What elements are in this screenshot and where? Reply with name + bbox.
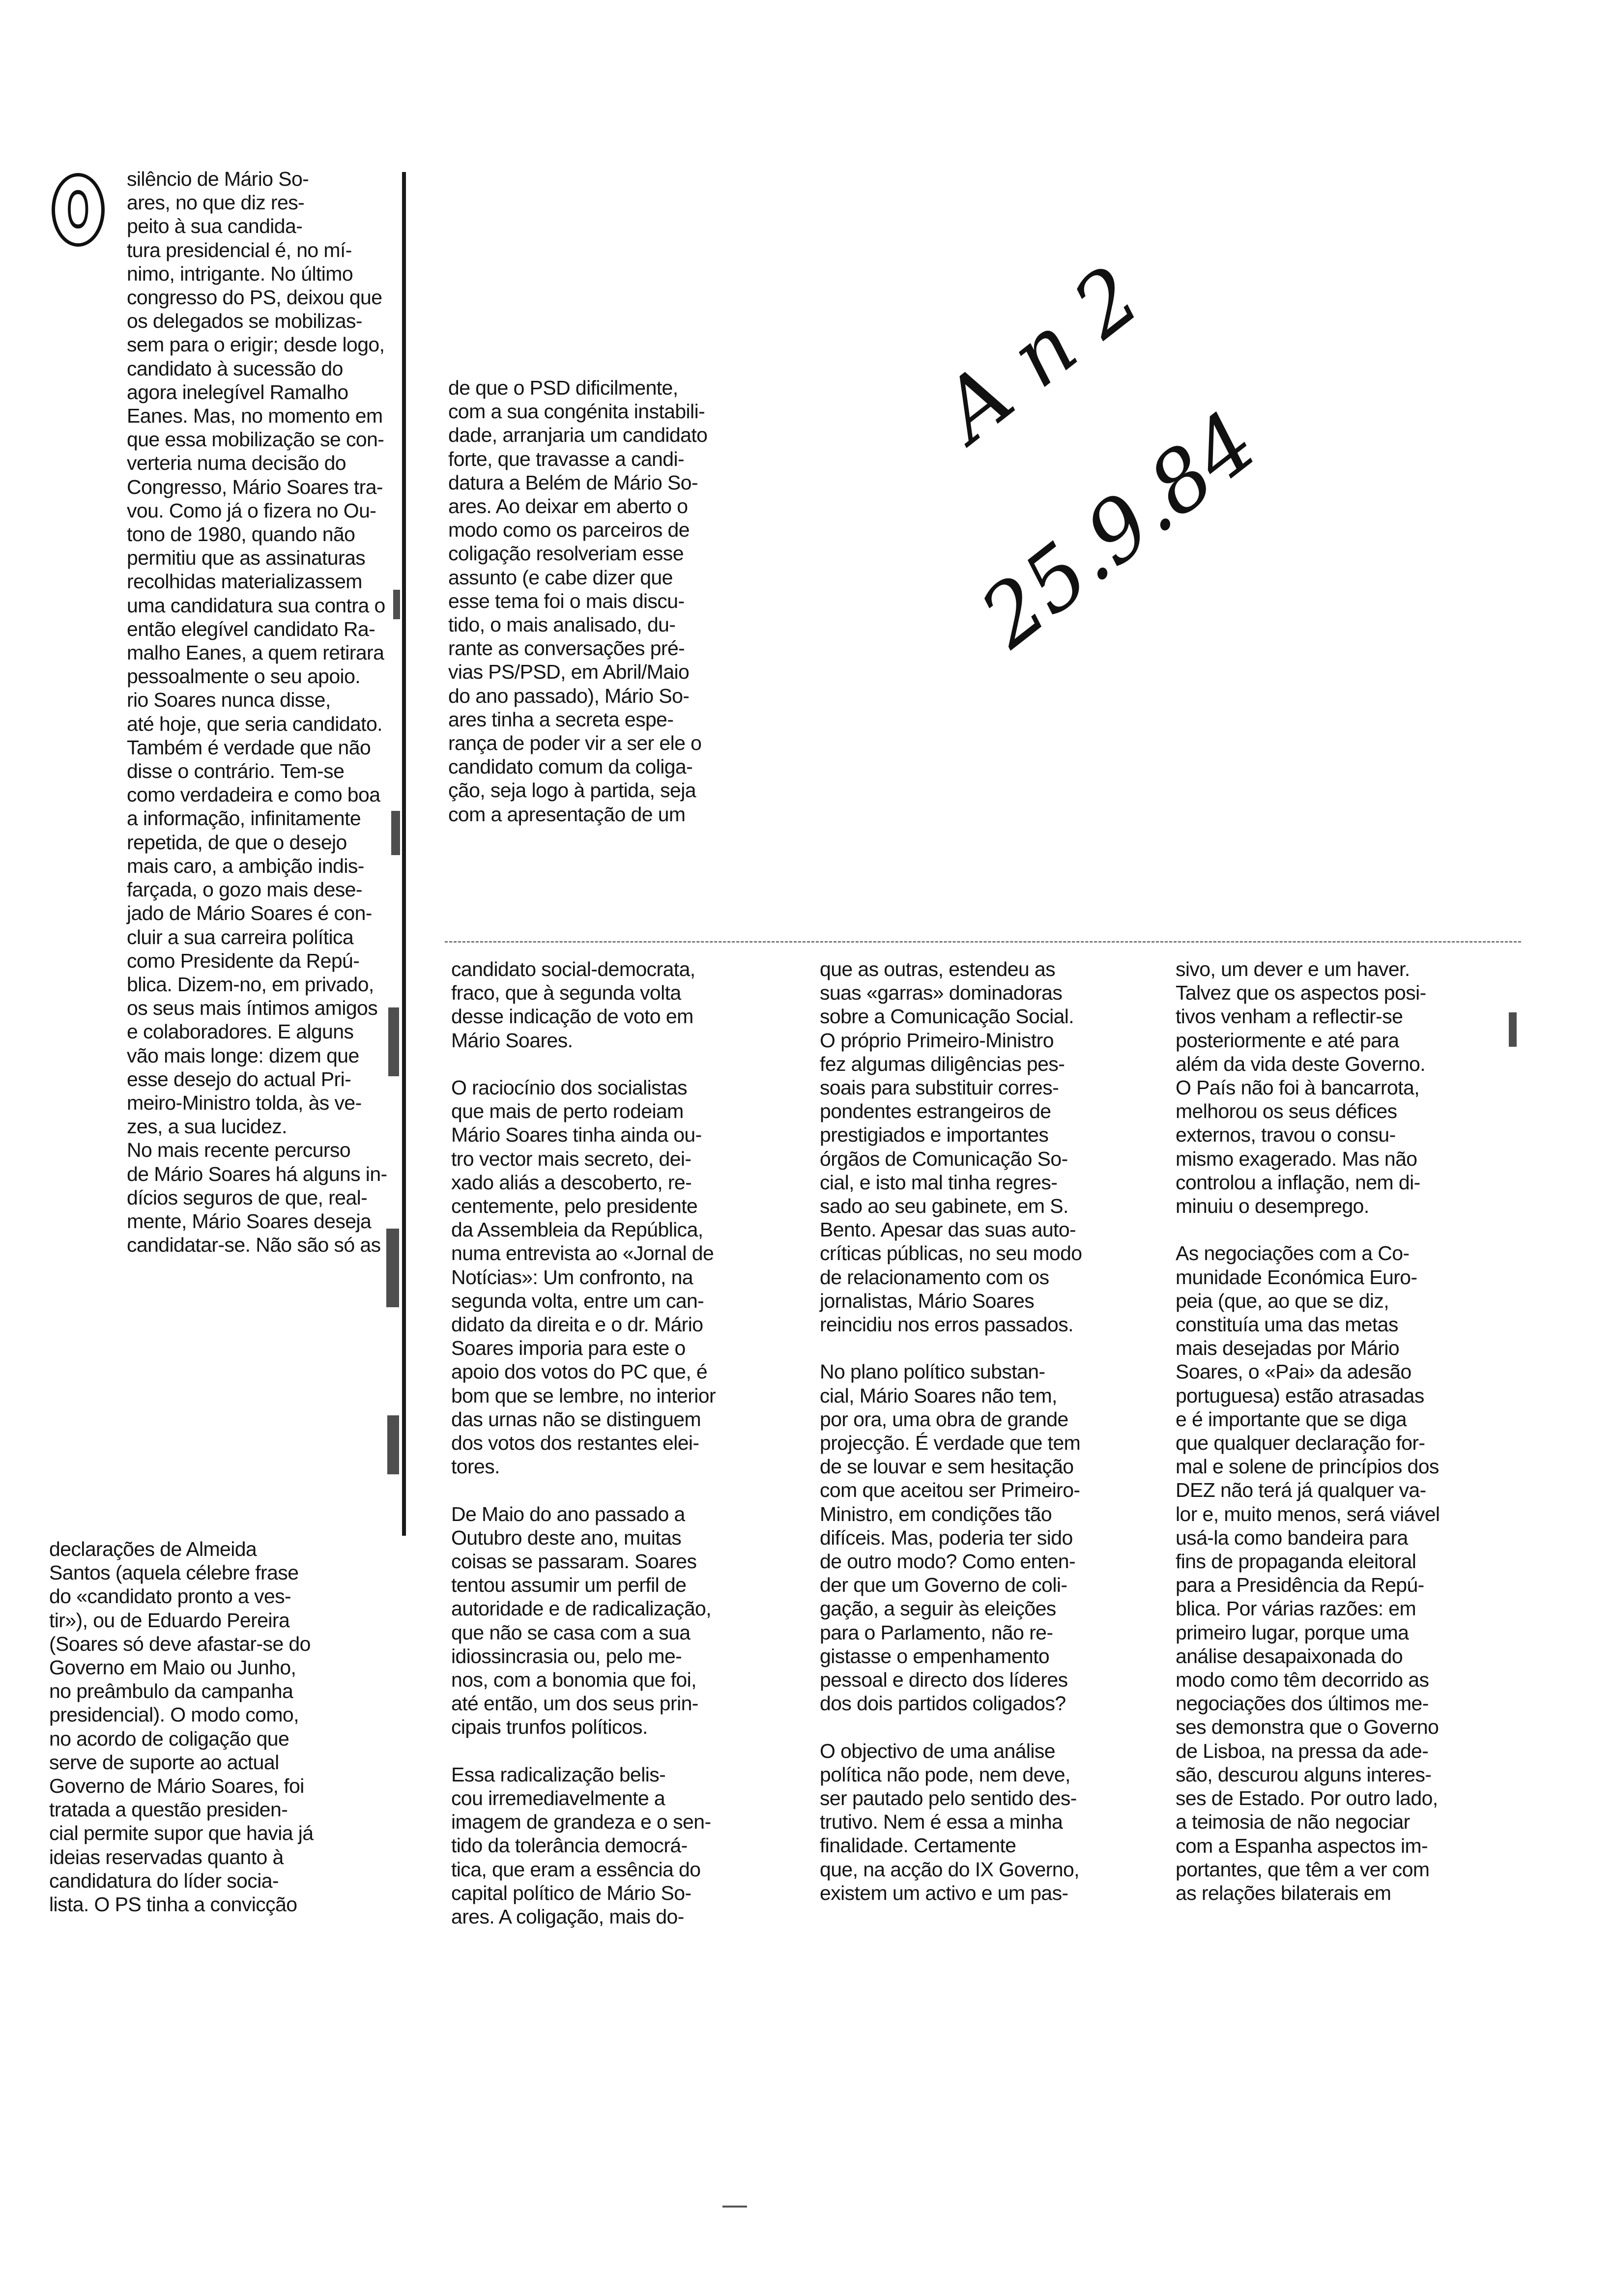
text-line: autoridade e de radicalização, xyxy=(451,1597,712,1620)
text-line: coisas se passaram. Soares xyxy=(451,1550,697,1573)
text-line: Governo em Maio ou Junho, xyxy=(49,1656,296,1679)
text-line: como verdadeira e como boa xyxy=(127,783,380,806)
text-line: candidatura do líder socia- xyxy=(49,1869,279,1892)
text-line: ares tinha a secreta espe- xyxy=(448,708,674,731)
text-line: finalidade. Certamente xyxy=(820,1834,1016,1857)
text-line: serve de suporte ao actual xyxy=(49,1751,279,1774)
text-line: rante as conversações pré- xyxy=(448,637,685,660)
text-line: rio Soares nunca disse, xyxy=(127,689,331,712)
text-line: Santos (aquela célebre frase xyxy=(49,1561,299,1584)
text-line: congresso do PS, deixou que xyxy=(127,286,382,309)
text-line: der que um Governo de coli- xyxy=(820,1574,1067,1597)
text-line: peia (que, ao que se diz, xyxy=(1176,1289,1389,1312)
text-line: que as outras, estendeu as xyxy=(820,958,1056,980)
text-line: do «candidato pronto a ves- xyxy=(49,1585,291,1608)
text-line: pondentes estrangeiros de xyxy=(820,1100,1051,1123)
text-line: ses de Estado. Por outro lado, xyxy=(1176,1787,1438,1810)
scan-noise xyxy=(391,811,400,855)
text-line: numa entrevista ao «Jornal de xyxy=(451,1242,714,1265)
text-line: capital político de Mário So- xyxy=(451,1881,691,1904)
article-column-4 xyxy=(1176,957,1529,1905)
text-line: tentou assumir um perfil de xyxy=(451,1574,687,1597)
text-line: nos, com a bonomia que foi, xyxy=(451,1668,696,1692)
text-line: posteriormente e até para xyxy=(1176,1029,1399,1052)
text-line: sem para o erigir; desde logo, xyxy=(127,333,385,356)
text-line: e colaboradores. E alguns xyxy=(127,1020,354,1043)
text-line: zes, a sua lucidez. xyxy=(127,1115,287,1138)
text-line: gistasse o empenhamento xyxy=(820,1644,1050,1667)
text-line: vias PS/PSD, em Abril/Maio xyxy=(448,660,690,684)
text-line: DEZ não terá já qualquer va- xyxy=(1176,1479,1426,1502)
article-column-1-bottom xyxy=(49,1537,383,1916)
text-line xyxy=(451,1052,805,1076)
text-line: De Maio do ano passado a xyxy=(451,1502,685,1525)
text-line: nimo, intrigante. No último xyxy=(127,262,353,285)
text-line: tivos venham a reflectir-se xyxy=(1176,1005,1403,1028)
column-separator-line xyxy=(445,941,1521,943)
text-line: O raciocínio dos socialistas xyxy=(451,1076,687,1099)
text-line: dícios seguros de que, real- xyxy=(127,1186,368,1209)
handwritten-note-line2: 25.9.84 xyxy=(963,393,1275,667)
text-line: portantes, que têm a ver com xyxy=(1176,1858,1430,1881)
text-line: cluir a sua carreira política xyxy=(127,925,354,948)
text-line: a informação, infinitamente xyxy=(127,807,361,830)
text-line: blica. Por várias razões: em xyxy=(1176,1597,1416,1620)
text-line: No mais recente percurso xyxy=(127,1139,351,1162)
text-line: mente, Mário Soares deseja xyxy=(127,1209,372,1233)
text-line xyxy=(451,1478,805,1502)
text-line: recolhidas materializassem xyxy=(127,570,362,593)
text-line: tido, o mais analisado, du- xyxy=(448,613,676,636)
text-line: primeiro lugar, porque uma xyxy=(1176,1621,1409,1644)
text-line: blica. Dizem-no, em privado, xyxy=(127,973,374,996)
text-line: projecção. É verdade que tem xyxy=(820,1432,1081,1455)
text-line: centemente, pelo presidente xyxy=(451,1195,698,1218)
text-line: com a sua congénita instabili- xyxy=(448,400,705,423)
text-line: os delegados se mobilizas- xyxy=(127,310,362,333)
text-line: tores. xyxy=(451,1455,500,1478)
text-line: até então, um dos seus prin- xyxy=(451,1692,698,1715)
text-line: segunda volta, entre um can- xyxy=(451,1289,704,1312)
text-line: de que o PSD dificilmente, xyxy=(448,376,678,399)
text-line: soais para substituir corres- xyxy=(820,1076,1059,1099)
text-line: ser pautado pelo sentido des- xyxy=(820,1787,1077,1810)
text-line: cial, Mário Soares não tem, xyxy=(820,1384,1057,1407)
text-line: candidato social-democrata, xyxy=(451,958,695,980)
text-line: bom que se lembre, no interior xyxy=(451,1384,716,1407)
text-line: declarações de Almeida xyxy=(49,1538,257,1560)
text-line xyxy=(451,1739,805,1763)
text-line: ses demonstra que o Governo xyxy=(1176,1716,1439,1739)
column-divider-rule xyxy=(402,172,406,1536)
text-line: por ora, uma obra de grande xyxy=(820,1407,1068,1431)
text-line: cou irremediavelmente a xyxy=(451,1787,665,1810)
text-line: sado ao seu gabinete, em S. xyxy=(820,1195,1068,1218)
text-line: apoio dos votos do PC que, é xyxy=(451,1360,708,1383)
text-line: com que aceitou ser Primeiro- xyxy=(820,1479,1080,1502)
text-line: peito à sua candida- xyxy=(127,215,303,238)
text-line: permitiu que as assinaturas xyxy=(127,546,366,570)
article-column-1-top xyxy=(127,167,397,1257)
text-line: Notícias»: Um confronto, na xyxy=(451,1265,693,1289)
handwritten-note-line1: A n 2 xyxy=(924,247,1158,460)
text-line: verteria numa decisão do xyxy=(127,452,346,475)
text-line: com a Espanha aspectos im- xyxy=(1176,1834,1428,1857)
text-line: jornalistas, Mário Soares xyxy=(820,1289,1035,1312)
text-line: silêncio de Mário So- xyxy=(127,168,309,190)
text-line: no preâmbulo da campanha xyxy=(49,1680,293,1703)
text-line: gação, a seguir às eleições xyxy=(820,1597,1056,1620)
text-line: usá-la como bandeira para xyxy=(1176,1526,1408,1549)
text-line: Essa radicalização belis- xyxy=(451,1763,666,1786)
text-line: no acordo de coligação que xyxy=(49,1727,289,1750)
text-line: Também é verdade que não xyxy=(127,736,371,759)
text-line: agora inelegível Ramalho xyxy=(127,380,348,403)
scan-noise xyxy=(393,590,400,619)
text-line: suas «garras» dominadoras xyxy=(820,981,1063,1004)
text-line: os seus mais íntimos amigos xyxy=(127,997,378,1020)
text-line: minuiu o desemprego. xyxy=(1176,1195,1369,1218)
text-line: de se louvar e sem hesitação xyxy=(820,1455,1074,1478)
text-line: que, na acção do IX Governo, xyxy=(820,1858,1079,1881)
text-line: órgãos de Comunicação So- xyxy=(820,1147,1068,1170)
text-line: negociações dos últimos me- xyxy=(1176,1692,1429,1715)
text-line: que mais de perto rodeiam xyxy=(451,1100,684,1123)
scan-noise xyxy=(387,1415,399,1474)
article-column-2-bottom xyxy=(451,957,805,1928)
text-line: são, descurou alguns interes- xyxy=(1176,1763,1432,1786)
text-line: malho Eanes, a quem retirara xyxy=(127,641,384,664)
text-line: política não pode, nem deve, xyxy=(820,1763,1070,1786)
text-line: a teimosia de não negociar xyxy=(1176,1810,1410,1834)
text-line: de Lisboa, na pressa da ade- xyxy=(1176,1739,1429,1762)
scan-noise xyxy=(388,1007,399,1076)
text-line: Bento. Apesar das suas auto- xyxy=(820,1218,1076,1241)
text-line: xado aliás a descoberto, re- xyxy=(451,1171,692,1194)
text-line: mais desejadas por Mário xyxy=(1176,1337,1400,1360)
text-line: até hoje, que seria candidato. xyxy=(127,712,382,735)
text-line: Mário Soares. xyxy=(451,1029,573,1052)
text-line: análise desapaixonada do xyxy=(1176,1644,1403,1667)
text-line: existem um activo e um pas- xyxy=(820,1881,1068,1904)
text-line: assunto (e cabe dizer que xyxy=(448,566,673,589)
scan-noise xyxy=(1509,1012,1517,1047)
text-line: As negociações com a Co- xyxy=(1176,1242,1410,1265)
text-line: presidencial). O modo como, xyxy=(49,1703,299,1726)
text-line: repetida, de que o desejo xyxy=(127,831,347,854)
text-line: críticas públicas, no seu modo xyxy=(820,1242,1082,1265)
text-line: jado de Mário Soares é con- xyxy=(127,902,372,925)
text-line: tir»), ou de Eduardo Pereira xyxy=(49,1608,290,1632)
text-line: fez algumas diligências pes- xyxy=(820,1052,1065,1075)
text-line: do ano passado), Mário So- xyxy=(448,684,690,707)
text-line: Talvez que os aspectos posi- xyxy=(1176,981,1426,1004)
text-line: O objectivo de uma análise xyxy=(820,1739,1055,1762)
text-line: de relacionamento com os xyxy=(820,1265,1049,1289)
text-line: vão mais longe: dizem que xyxy=(127,1044,359,1067)
text-line: então elegível candidato Ra- xyxy=(127,617,375,640)
text-line xyxy=(820,1715,1174,1739)
text-line: como Presidente da Repú- xyxy=(127,949,360,972)
text-line: prestigiados e importantes xyxy=(820,1123,1049,1147)
drop-cap: O xyxy=(52,173,105,247)
text-line: imagem de grandeza e o sen- xyxy=(451,1810,711,1834)
text-line: modo como têm decorrido as xyxy=(1176,1668,1429,1692)
text-line: tratada a questão presiden- xyxy=(49,1798,288,1821)
text-line: sivo, um dever e um haver. xyxy=(1176,958,1410,980)
text-line: que não se casa com a sua xyxy=(451,1621,691,1644)
text-line: candidato à sucessão do xyxy=(127,357,343,380)
text-line: Governo de Mário Soares, foi xyxy=(49,1775,304,1798)
article-column-2-top xyxy=(448,376,802,826)
text-line: ares. Ao deixar em aberto o xyxy=(448,495,688,518)
text-line: O próprio Primeiro-Ministro xyxy=(820,1029,1054,1052)
text-line: meiro-Ministro tolda, às ve- xyxy=(127,1091,362,1114)
text-line: portuguesa) estão atrasadas xyxy=(1176,1384,1424,1407)
text-line: datura a Belém de Mário So- xyxy=(448,471,698,494)
text-line: coligação resolveriam esse xyxy=(448,542,684,565)
text-line: Eanes. Mas, no momento em xyxy=(127,404,383,428)
text-line: fins de propaganda eleitoral xyxy=(1176,1550,1416,1573)
text-line: No plano político substan- xyxy=(820,1360,1045,1383)
text-line: esse tema foi o mais discu- xyxy=(448,589,685,612)
text-line: reincidiu nos erros passados. xyxy=(820,1313,1073,1336)
text-line: controlou a inflação, nem di- xyxy=(1176,1171,1420,1194)
text-line: que qualquer declaração for- xyxy=(1176,1432,1425,1455)
text-line: constituía uma das metas xyxy=(1176,1313,1398,1336)
scan-noise xyxy=(386,1229,399,1307)
text-line: vou. Como já o fizera no Ou- xyxy=(127,499,376,522)
text-line: fraco, que à segunda volta xyxy=(451,981,681,1004)
text-line: Ministro, em condições tão xyxy=(820,1502,1052,1525)
article-column-3 xyxy=(820,957,1174,1905)
text-line: tono de 1980, quando não xyxy=(127,523,355,546)
text-line: lista. O PS tinha a convicção xyxy=(49,1893,297,1916)
text-line: modo como os parceiros de xyxy=(448,518,690,542)
text-line: rança de poder vir a ser ele o xyxy=(448,732,702,755)
text-line: tura presidencial é, no mí- xyxy=(127,238,352,261)
text-line: ção, seja logo à partida, seja xyxy=(448,779,696,802)
text-line: candidatar-se. Não são só as xyxy=(127,1234,381,1257)
text-line: candidato comum da coliga- xyxy=(448,755,693,778)
text-line: Mário Soares tinha ainda ou- xyxy=(451,1123,702,1147)
text-line: didato da direita e o dr. Mário xyxy=(451,1313,703,1336)
text-line: da Assembleia da República, xyxy=(451,1218,703,1241)
text-line: ares, no que diz res- xyxy=(127,191,305,214)
text-line: tica, que eram a essência do xyxy=(451,1858,701,1881)
text-line: que essa mobilização se con- xyxy=(127,428,384,451)
text-line: para o Parlamento, não re- xyxy=(820,1621,1053,1644)
text-line: Soares, o «Pai» da adesão xyxy=(1176,1360,1411,1383)
text-line: idiossincrasia ou, pelo me- xyxy=(451,1644,682,1667)
text-line: O País não foi à bancarrota, xyxy=(1176,1076,1420,1099)
text-line: Outubro deste ano, muitas xyxy=(451,1526,682,1549)
text-line: Congresso, Mário Soares tra- xyxy=(127,475,383,498)
text-line: uma candidatura sua contra o xyxy=(127,594,385,617)
text-line: cipais trunfos políticos. xyxy=(451,1716,648,1739)
text-line: de Mário Soares há alguns in- xyxy=(127,1162,387,1185)
text-line: cial permite supor que havia já xyxy=(49,1822,314,1845)
text-line: melhorou os seus défices xyxy=(1176,1100,1397,1123)
text-line: forte, que travasse a candi- xyxy=(448,447,685,470)
text-line: Soares imporia para este o xyxy=(451,1337,686,1360)
text-line: mais caro, a ambição indis- xyxy=(127,854,364,877)
text-line: ares. A coligação, mais do- xyxy=(451,1905,684,1928)
text-line: pessoalmente o seu apoio. xyxy=(127,665,361,688)
text-line: disse o contrário. Tem-se xyxy=(127,760,345,783)
text-line: dos votos dos restantes elei- xyxy=(451,1432,699,1455)
text-line: trutivo. Nem é essa a minha xyxy=(820,1810,1063,1834)
text-line: sobre a Comunicação Social. xyxy=(820,1005,1074,1028)
text-line: de outro modo? Como enten- xyxy=(820,1550,1076,1573)
text-line: pessoal e directo dos líderes xyxy=(820,1668,1068,1692)
text-line: (Soares só deve afastar-se do xyxy=(49,1632,311,1655)
text-line: difíceis. Mas, poderia ter sido xyxy=(820,1526,1073,1549)
text-line: ideias reservadas quanto à xyxy=(49,1845,284,1868)
text-line: dos dois partidos coligados? xyxy=(820,1692,1066,1715)
text-line: dade, arranjaria um candidato xyxy=(448,424,708,447)
text-line: cial, e isto mal tinha regres- xyxy=(820,1171,1058,1194)
text-line: desse indicação de voto em xyxy=(451,1005,693,1028)
text-line: mal e solene de princípios dos xyxy=(1176,1455,1439,1478)
text-line: mismo exagerado. Mas não xyxy=(1176,1147,1417,1170)
text-line: esse desejo do actual Pri- xyxy=(127,1067,351,1091)
text-line xyxy=(820,1336,1174,1360)
text-line: externos, travou o consu- xyxy=(1176,1123,1396,1147)
text-line: para a Presidência da Repú- xyxy=(1176,1574,1424,1597)
text-line: tido da tolerância democrá- xyxy=(451,1834,688,1857)
text-line xyxy=(1176,1218,1529,1241)
text-line: munidade Económica Euro- xyxy=(1176,1265,1417,1289)
text-line: farçada, o gozo mais dese- xyxy=(127,878,362,901)
text-line: tro vector mais secreto, dei- xyxy=(451,1147,691,1170)
text-line: lor e, muito menos, será viável xyxy=(1176,1502,1440,1525)
bottom-mark xyxy=(722,2206,747,2208)
text-line: as relações bilaterais em xyxy=(1176,1881,1391,1904)
text-line: além da vida deste Governo. xyxy=(1176,1052,1425,1075)
text-line: com a apresentação de um xyxy=(448,803,686,826)
text-line: e é importante que se diga xyxy=(1176,1407,1407,1431)
text-line: das urnas não se distinguem xyxy=(451,1407,701,1431)
